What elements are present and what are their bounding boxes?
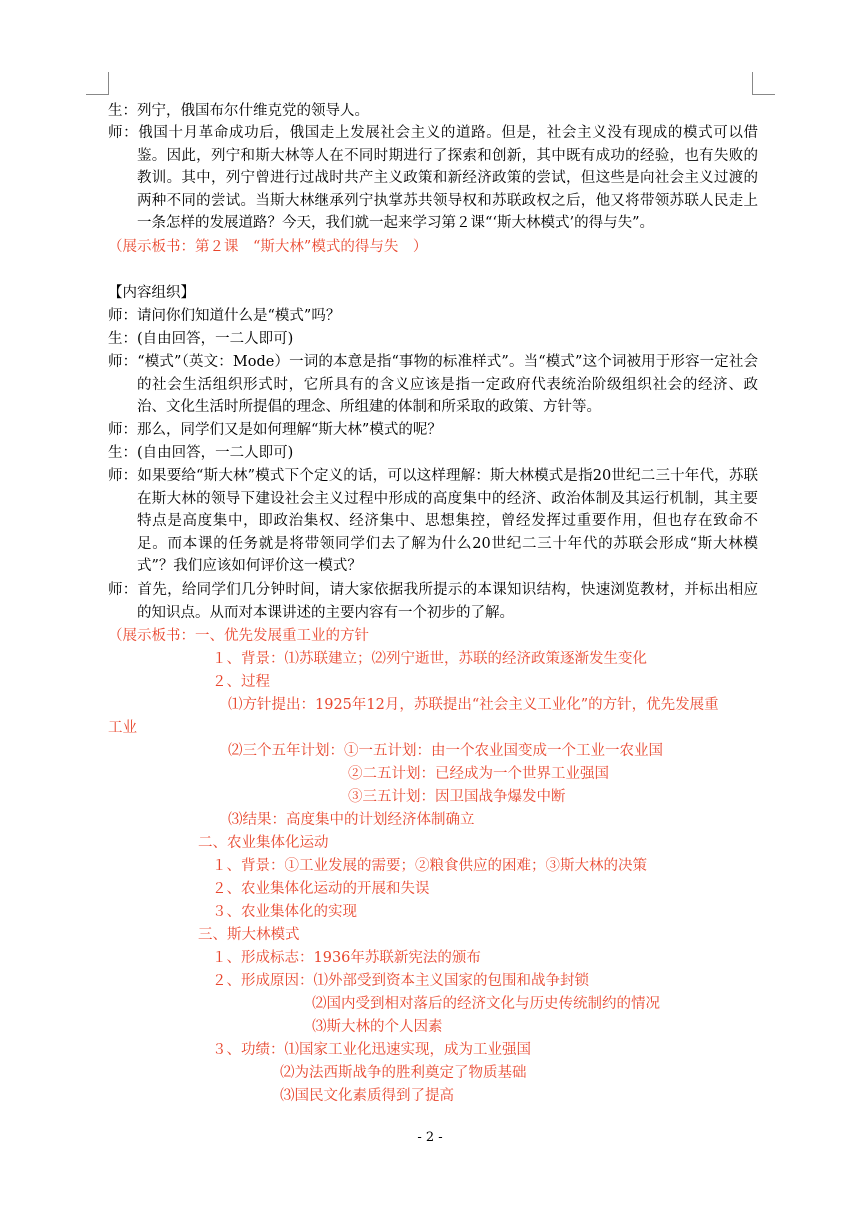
- board-1-result: ⑶结果：高度集中的计划经济体制确立: [228, 812, 475, 828]
- student-free-answer-2: 生：(自由回答，一二人即可): [108, 445, 294, 461]
- board-2-background: １、背景：①工业发展的需要；②粮食供应的困难；③斯大林的决策: [212, 858, 647, 874]
- board-3-sign: １、形成标志：1936年苏联新宪法的颁布: [212, 950, 481, 966]
- board-section-2: 二、农业集体化运动: [198, 835, 329, 851]
- crop-mark-top-left: [86, 72, 109, 95]
- crop-mark-top-right: [752, 72, 775, 95]
- board-2-development: ２、农业集体化运动的开展和失误: [212, 881, 430, 897]
- teacher-intro-paragraph: 师：俄国十月革命成功后，俄国走上发展社会主义的道路。但是，社会主义没有现成的模式可以借鉴。因此，列宁和斯大林等人在不同时期进行了探索和创新，其中既有成功的经验，也有失败的教训。其中，列宁曾进行过战时共产主义政策和新经济政策的尝试，但这些是向社会主义过渡的两种不同的尝试。当斯大林继承列宁执掌苏共领导权和苏联政权之后，他又将带领苏联人民走上一条怎样的发展道路？今天，我们就一起来学习第２课“‘斯大林模式’的得与失”。: [108, 125, 758, 231]
- teacher-question-mode: 师：请问你们知道什么是“模式”吗？: [108, 308, 341, 324]
- student-answer-lenin: 生：列宁，俄国布尔什维克党的领导人。: [108, 103, 369, 119]
- student-free-answer-1: 生：(自由回答，一二人即可): [108, 331, 294, 347]
- board-3-reason-2: ⑵国内受到相对落后的经济文化与历史传统制约的情况: [312, 996, 660, 1012]
- board-1-third-plan: ③三五计划：因卫国战争爆发中断: [348, 789, 566, 805]
- teacher-stalin-definition: 师：如果要给“斯大林”模式下个定义的话，可以这样理解：斯大林模式是指20世纪二三十年代，苏联在斯大林的领导下建设社会主义过程中形成的高度集中的经济、政治体制及其运行机制，其主要特点是高度集中，即政治集权、经济集中、思想集控，曾经发挥过重要作用，但也存在致命不足。而本课的任务就是将带领同学们去了解为什么20世纪二三十年代的苏联会形成“斯大林模式”？我们应该如何评价这一模式？: [108, 468, 758, 574]
- board-1-policy-wrap: 工业: [108, 720, 137, 736]
- board-1-background: １、背景：⑴苏联建立；⑵列宁逝世，苏联的经济政策逐渐发生变化: [212, 651, 647, 667]
- board-3-achievement-2: ⑵为法西斯战争的胜利奠定了物质基础: [280, 1065, 527, 1081]
- board-1-policy: ⑴方针提出：1925年12月，苏联提出“社会主义工业化”的方针，优先发展重: [228, 697, 719, 713]
- board-title-lesson2: （展示板书：第２课 “斯大林”模式的得与失 ）: [108, 239, 428, 255]
- board-3-reason-3: ⑶斯大林的个人因素: [312, 1019, 443, 1035]
- section-heading-content-org: 【内容组织】: [108, 285, 195, 301]
- board-1-five-year-plans: ⑵三个五年计划：①一五计划：由一个农业国变成一个工业一农业国: [228, 743, 663, 759]
- board-3-achievement-3: ⑶国民文化素质得到了提高: [280, 1088, 454, 1104]
- board-1-second-plan: ②二五计划：已经成为一个世界工业强国: [348, 766, 609, 782]
- board-2-realization: ３、农业集体化的实现: [212, 904, 357, 920]
- board-1-process: ２、过程: [212, 674, 270, 690]
- board-section-3: 三、斯大林模式: [198, 927, 300, 943]
- board-3-reasons: ２、形成原因：⑴外部受到资本主义国家的包围和战争封锁: [212, 973, 589, 989]
- teacher-instruction-paragraph: 师：首先，给同学们几分钟时间，请大家依据我所提示的本课知识结构，快速浏览教材，并标出相应的知识点。从而对本课讲述的主要内容有一个初步的了解。: [108, 582, 758, 621]
- board-3-achievements: ３、功绩：⑴国家工业化迅速实现，成为工业强国: [212, 1042, 531, 1058]
- board-section-1: （展示板书：一、优先发展重工业的方针: [108, 628, 369, 644]
- page-number: - 2 -: [417, 1130, 443, 1145]
- teacher-question-stalin-mode: 师：那么，同学们又是如何理解“斯大林”模式的呢？: [108, 422, 442, 438]
- teacher-mode-definition: 师：“模式”（英文：Mode）一词的本意是指“事物的标准样式”。当“模式”这个词被用于形容一定社会的社会生活组织形式时，它所具有的含义应该是指一定政府代表统治阶级组织社会的经济、政治、文化生活时所提倡的理念、所组建的体制和所采取的政策、方针等。: [108, 354, 758, 415]
